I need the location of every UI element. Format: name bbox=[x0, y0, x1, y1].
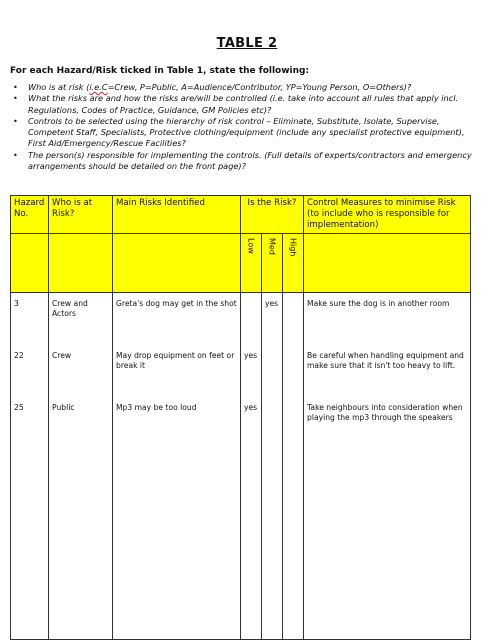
cell-risk: May drop equipment on feet or break it bbox=[113, 345, 241, 397]
cell-hazard: 25 bbox=[11, 397, 49, 449]
level-high-label: High bbox=[288, 238, 298, 257]
cell-control: Take neighbours into consideration when playing the mp3 through the speakers bbox=[304, 397, 471, 449]
cell-who: Public bbox=[49, 397, 113, 449]
header-main-risks: Main Risks Identified bbox=[113, 196, 241, 234]
header-control-measures: Control Measures to minimise Risk (to include who is responsible for implementation) bbox=[304, 196, 471, 234]
cell-high bbox=[283, 397, 304, 449]
level-med-label: Med bbox=[267, 238, 277, 255]
cell-risk: Greta's dog may get in the shot bbox=[113, 293, 241, 346]
table-row bbox=[11, 345, 471, 397]
cell-high bbox=[283, 293, 304, 346]
table-subheader-row bbox=[11, 234, 471, 293]
cell-med: yes bbox=[262, 293, 283, 346]
instructions-list bbox=[10, 82, 472, 172]
bullet-1-prefix: Who is at risk ( bbox=[28, 82, 90, 92]
header-risk-level: Is the Risk? bbox=[241, 196, 304, 234]
bullet-responsible: • The person(s) responsible for implementing the controls. (Full details of experts/contractors and emergency arrangements should be detailed on the front page)? bbox=[10, 150, 472, 173]
header-hazard-no: Hazard No. bbox=[11, 196, 49, 234]
table-empty-space bbox=[11, 449, 471, 640]
cell-hazard: 3 bbox=[11, 293, 49, 346]
risk-table bbox=[10, 195, 471, 640]
cell-hazard: 22 bbox=[11, 345, 49, 397]
page-title: TABLE 2 bbox=[216, 36, 278, 51]
bullet-1-suffix: =Crew, P=Public, A=Audience/Contributor, YP=Young Person, O=Others)? bbox=[107, 82, 412, 92]
intro-text: For each Hazard/Risk ticked in Table 1, state the following: bbox=[10, 66, 310, 76]
cell-risk: Mp3 may be too loud bbox=[113, 397, 241, 449]
bullet-who-at-risk bbox=[10, 82, 472, 93]
bullet-risks: • What the risks are and how the risks are/will be controlled (i.e. take into account all rules that apply incl. Regulations, Codes of Practice, Guidance, GM Policies etc)? bbox=[10, 93, 472, 116]
cell-high bbox=[283, 345, 304, 397]
cell-low: yes bbox=[241, 345, 262, 397]
level-low-label: Low bbox=[246, 238, 256, 254]
cell-med bbox=[262, 397, 283, 449]
table-row bbox=[11, 293, 471, 346]
cell-control: Make sure the dog is in another room bbox=[304, 293, 471, 346]
table-row bbox=[11, 397, 471, 449]
cell-who: Crew and Actors bbox=[49, 293, 113, 346]
cell-low bbox=[241, 293, 262, 346]
spellcheck-word: i.e.C bbox=[89, 82, 108, 92]
cell-med bbox=[262, 345, 283, 397]
header-who-at-risk: Who is at Risk? bbox=[49, 196, 113, 234]
table-header-row bbox=[11, 196, 471, 234]
cell-who: Crew bbox=[49, 345, 113, 397]
cell-low: yes bbox=[241, 397, 262, 449]
cell-control: Be careful when handling equipment and make sure that it isn't too heavy to lift. bbox=[304, 345, 471, 397]
bullet-controls: • Controls to be selected using the hierarchy of risk control – Eliminate, Substitute, Isolate, Supervise, Competent Staff, Specialists, Protective clothing/equipment (include any specialist protective equipment), First Aid/Emergency/Rescue Facilities? bbox=[10, 116, 472, 150]
